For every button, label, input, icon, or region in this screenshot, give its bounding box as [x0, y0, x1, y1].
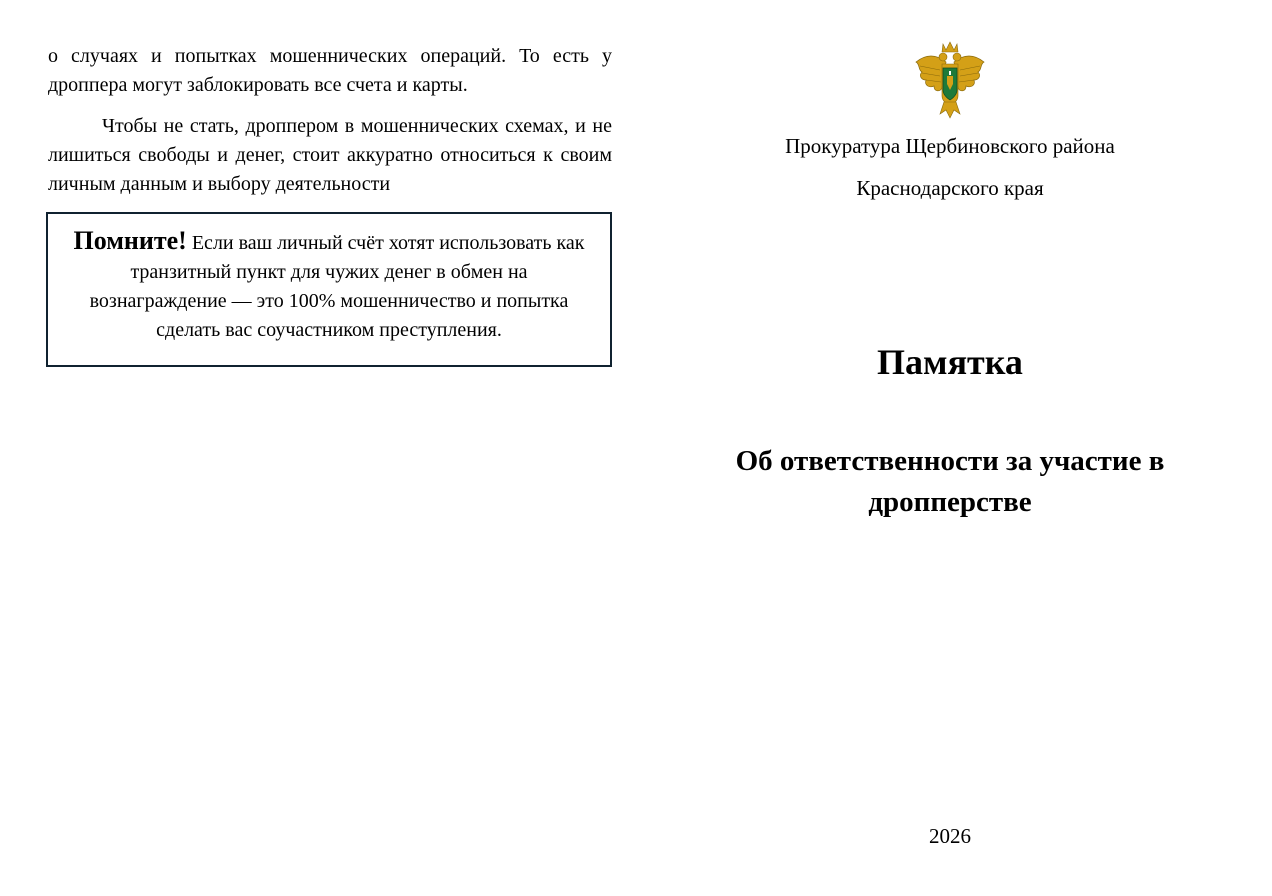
remember-notice-text	[48, 214, 610, 345]
document-title: Памятка	[877, 342, 1023, 382]
document-subtitle: Об ответственности за участие в дропперстве	[735, 445, 1165, 518]
right-page	[636, 0, 1272, 896]
paragraph-advice: Чтобы не стать, дроппером в мошеннических схемах, и не лишиться свободы и денег, стоит аккуратно относиться к своим личным данным и выбору деятельности	[48, 115, 612, 195]
paragraph-consequences: о случаях и попытках мошеннических операций. То есть у дроппера могут заблокировать все счета и карты.	[48, 45, 612, 96]
prosecutor-emblem-icon	[912, 40, 988, 120]
remember-body: Если ваш личный счёт хотят использовать как транзитный пункт для чужих денег в обмен на вознаграждение — это 100% мошенничество и попытка сделать вас соучастником преступления.	[89, 232, 585, 341]
organization-region: Краснодарского края	[856, 176, 1044, 200]
organization-name: Прокуратура Щербиновского района	[785, 134, 1115, 158]
remember-lead: Помните!	[73, 226, 187, 255]
remember-notice-box	[46, 212, 612, 367]
document-year: 2026	[929, 824, 971, 848]
